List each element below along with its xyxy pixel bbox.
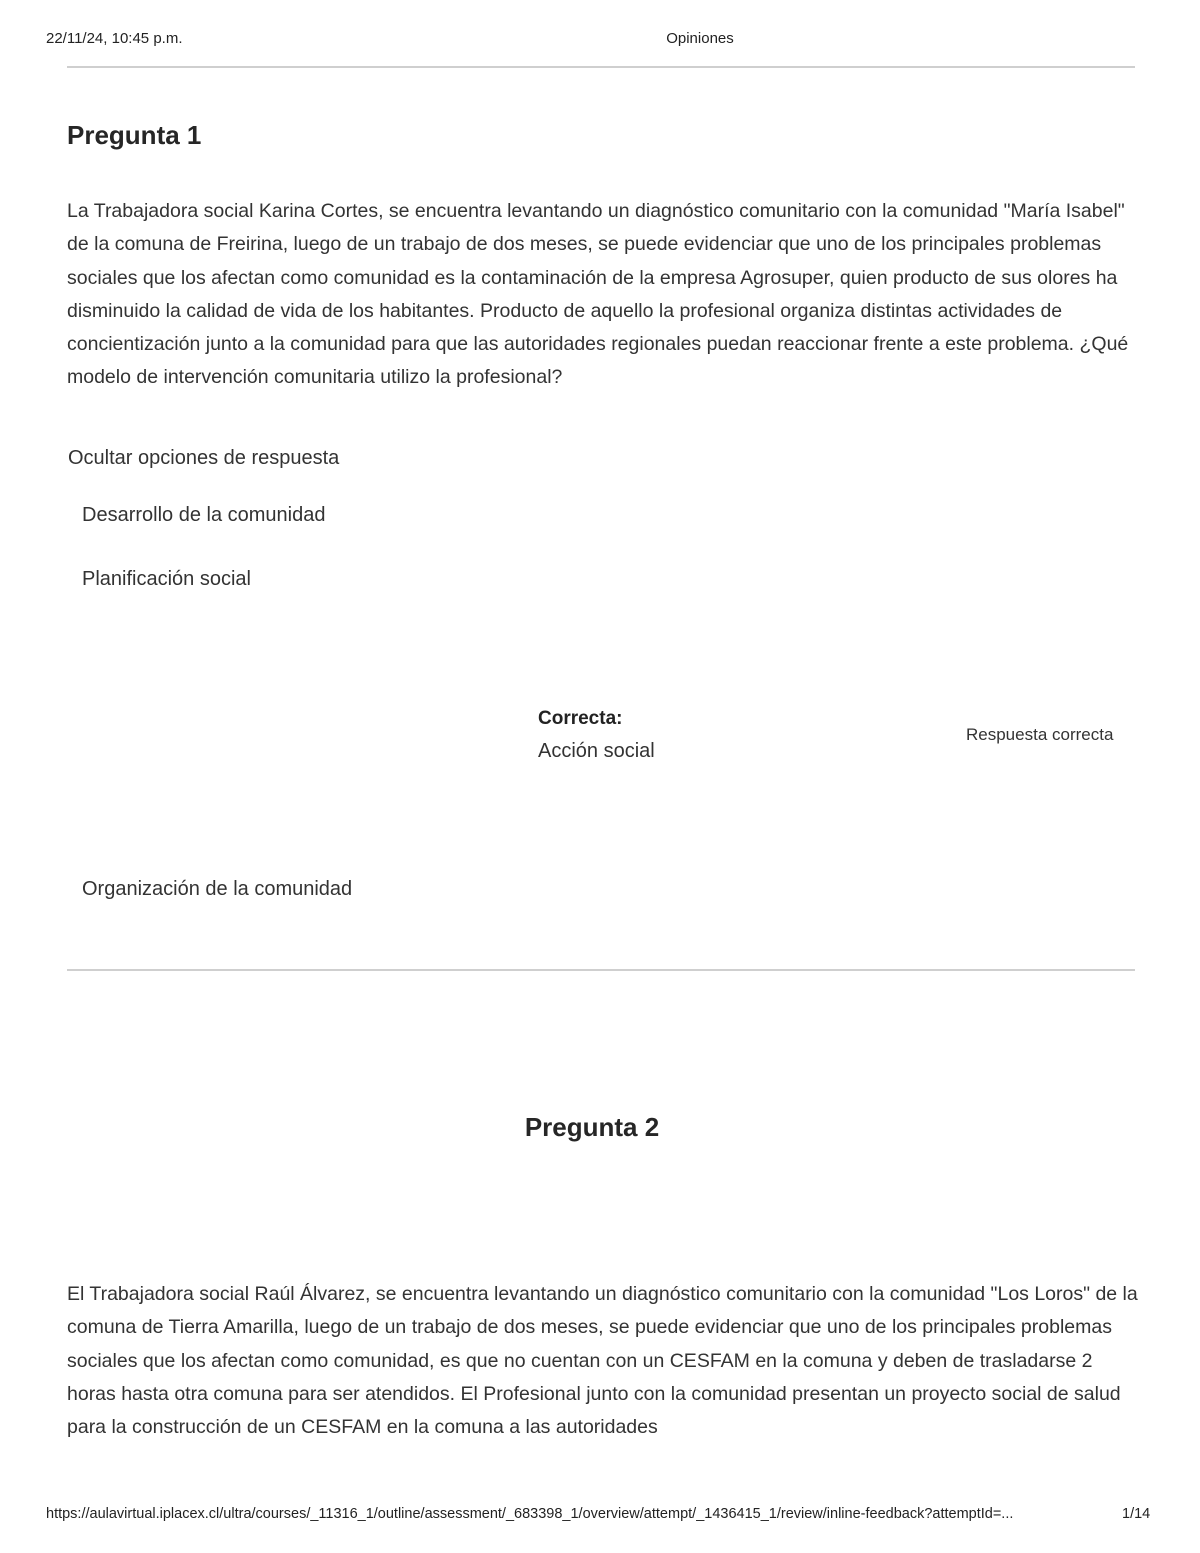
question-1-text: La Trabajadora social Karina Cortes, se encuentra levantando un diagnóstico comunitario con la comunidad "María Isabel" de la comuna de Freirina, luego de un trabajo de dos meses, se puede evidenciar que uno de los principales problemas sociales que los afectan como comunidad es la contaminación de la empresa Agrosuper, quien producto de sus olores ha disminuido la calidad de vida de los habitantes. Producto de aquello la profesional organiza distintas actividades de concientización junto a la comunidad para que las autoridades regionales puedan reaccionar frente a este problema. ¿Qué modelo de intervención comunitaria utilizo la profesional?: [67, 200, 1129, 389]
correct-label: Correcta:: [538, 708, 623, 729]
question-2-text: El Trabajadora social Raúl Álvarez, se encuentra levantando un diagnóstico comunitario con la comunidad "Los Loros" de la comuna de Tierra Amarilla, luego de un trabajo de dos meses, se puede evidenciar que uno de los principales problemas sociales que los afectan como comunidad, es que no cuentan con un CESFAM en la comuna y deben de trasladarse 2 horas hasta otra comuna para ser atendidos. El Profesional junto con la comunidad presentan un proyecto social de salud para la construcción de un CESFAM en la comuna a las autoridades: [67, 1283, 1138, 1439]
page-url: https://aulavirtual.iplacex.cl/ultra/courses/_11316_1/outline/assessment/_683398_1/overview/attempt/_1436415_1/review/inline-feedback?attemptId=...: [46, 1506, 1014, 1522]
top-divider: [67, 66, 1135, 68]
answer-option-desarrollo[interactable]: Desarrollo de la comunidad: [82, 504, 326, 526]
correct-answer-option[interactable]: Acción social: [538, 740, 655, 762]
answer-option-planificacion[interactable]: Planificación social: [82, 568, 251, 590]
question-2-title: Pregunta 2: [524, 1112, 660, 1142]
hide-answer-options-toggle[interactable]: Ocultar opciones de respuesta: [68, 447, 340, 469]
answer-option-organizacion[interactable]: Organización de la comunidad: [82, 878, 353, 900]
question-1-title: Pregunta 1: [67, 120, 202, 150]
print-datetime: 22/11/24, 10:45 p.m.: [46, 30, 183, 47]
question-divider: [67, 969, 1135, 971]
correct-answer-badge: Respuesta correcta: [966, 725, 1114, 744]
page-title: Opiniones: [666, 30, 734, 47]
page-number: 1/14: [1122, 1506, 1151, 1522]
